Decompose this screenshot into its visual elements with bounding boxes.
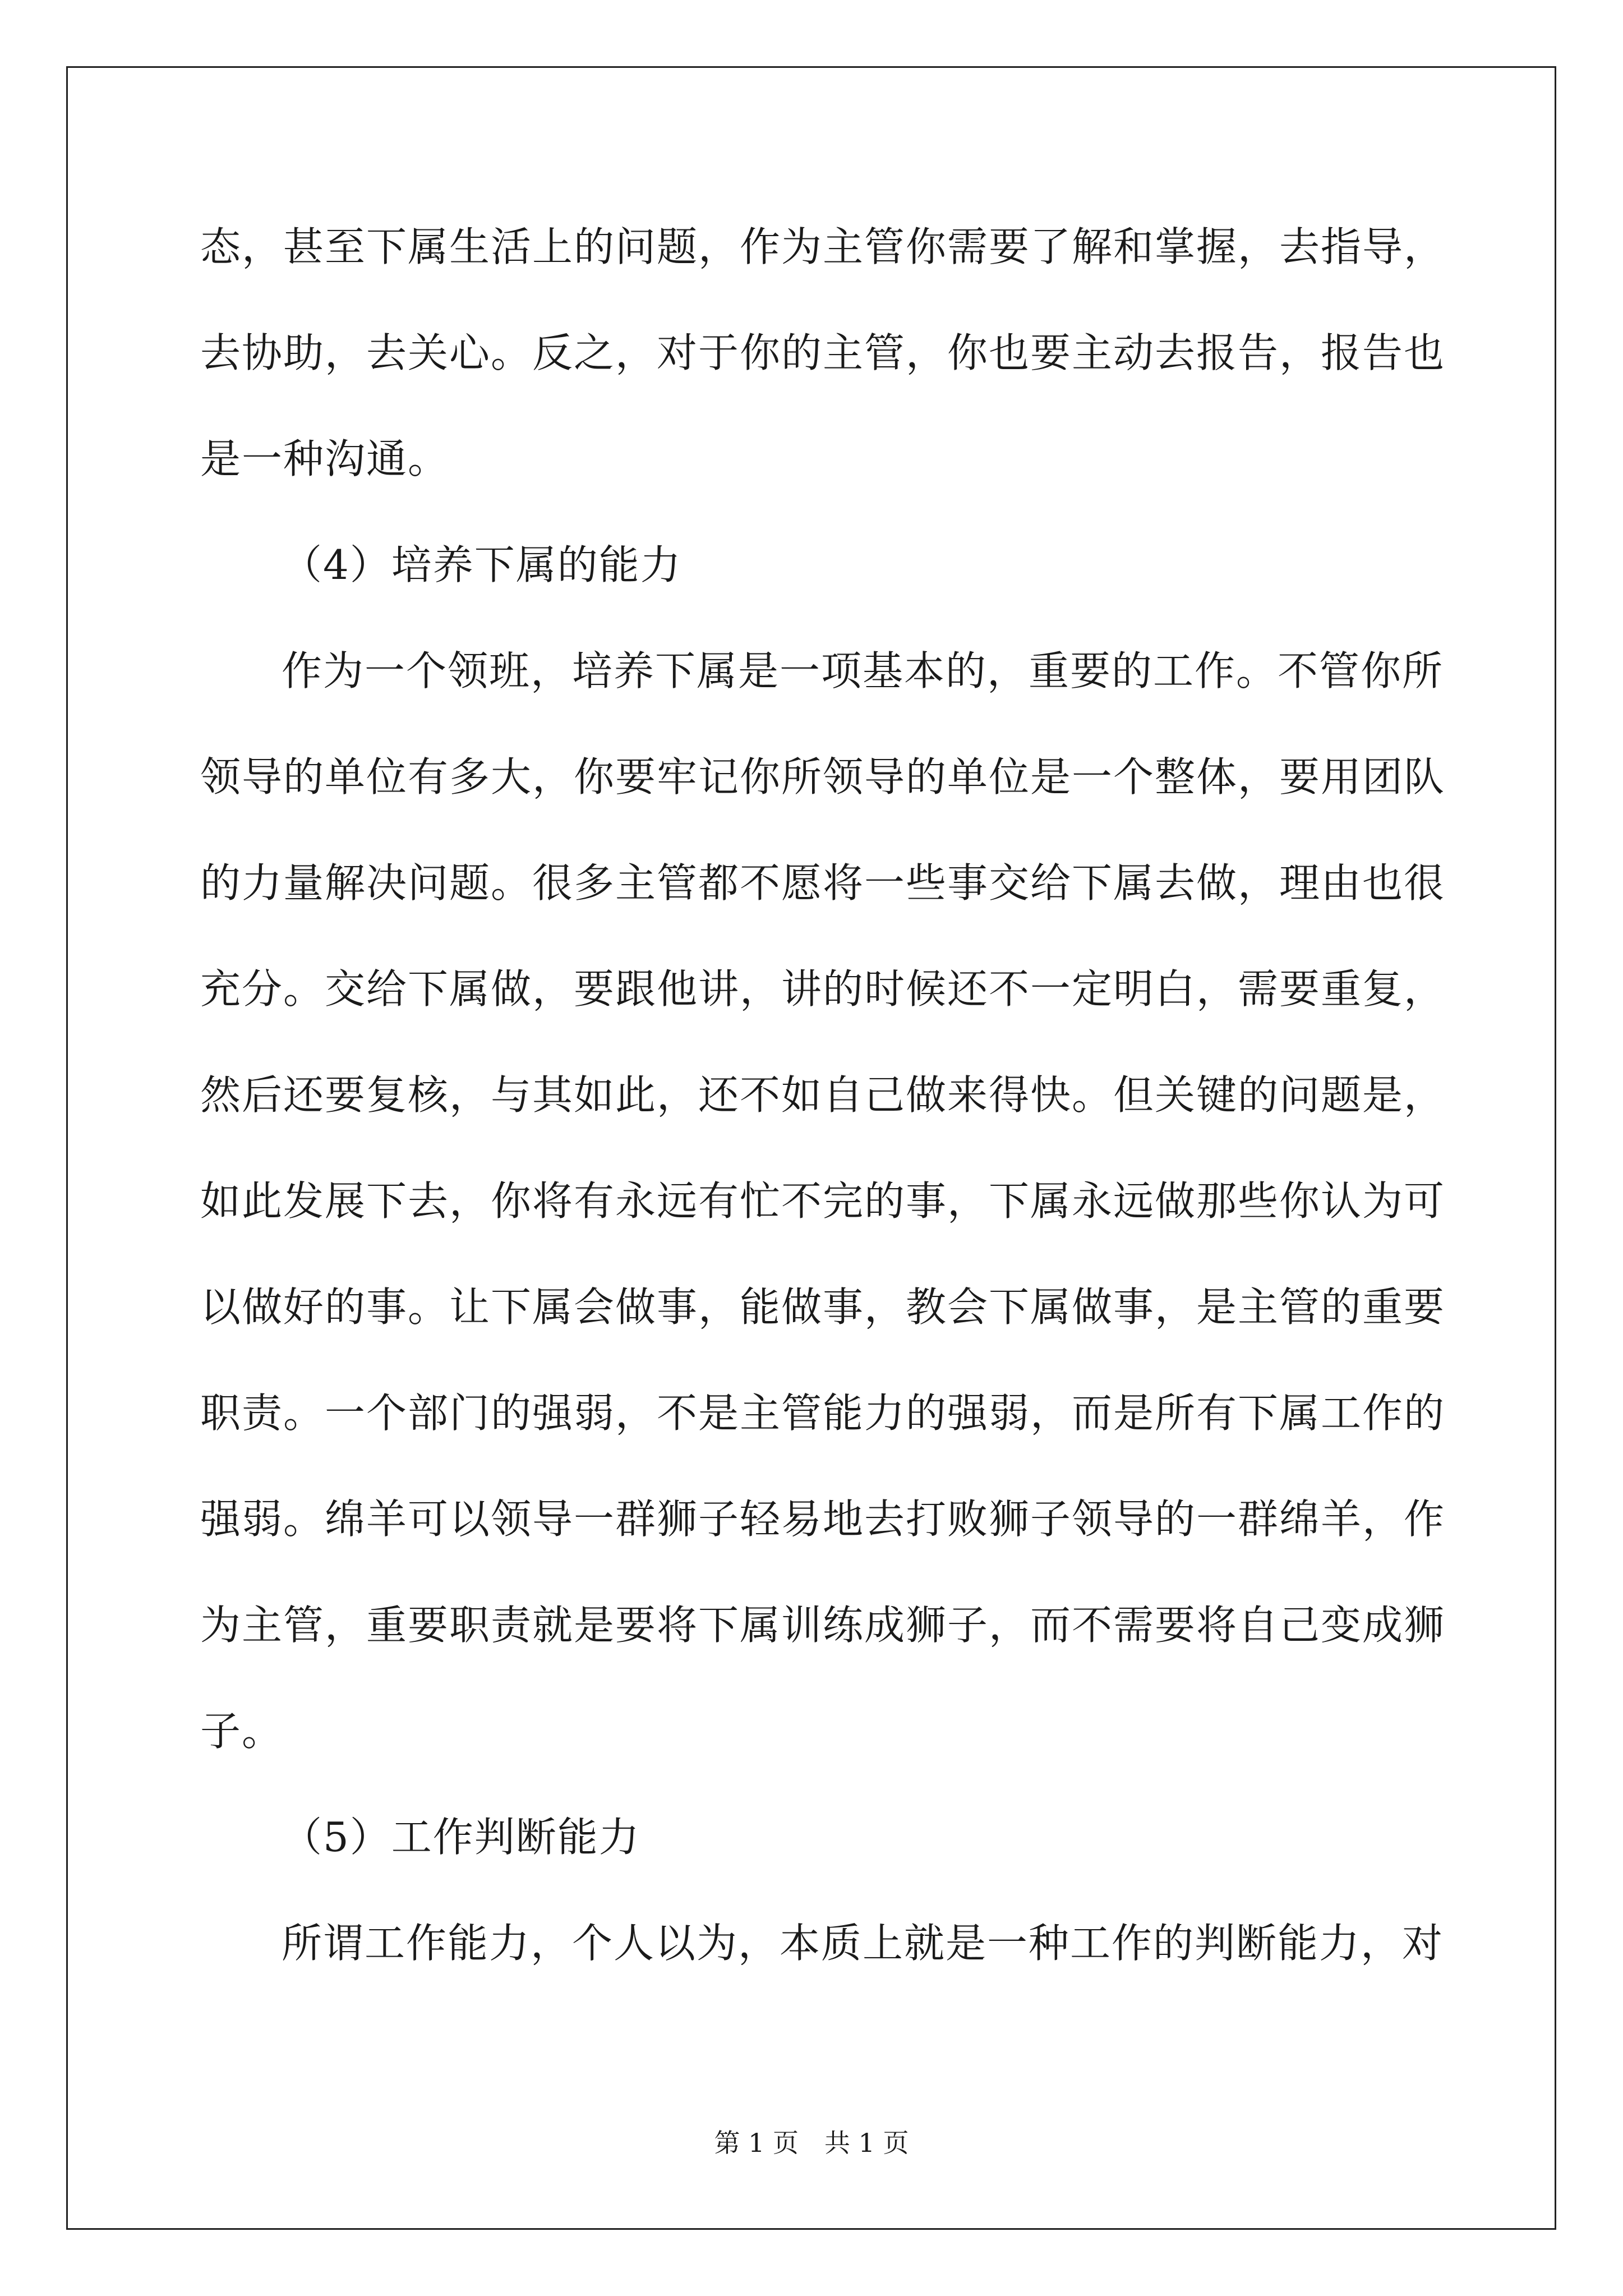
- text-line: 的力量解决问题。很多主管都不愿将一些事交给下属去做，理由也很: [200, 859, 1446, 907]
- text-line: 去协助，去关心。反之，对于你的主管，你也要主动去报告，报告也: [200, 329, 1446, 376]
- text-line: 领导的单位有多大，你要牢记你所领导的单位是一个整体，要用团队: [200, 753, 1446, 800]
- paragraph-first-line: 作为一个领班，培养下属是一项基本的，重要的工作。不管你所: [282, 647, 1444, 694]
- section-heading: （4）培养下属的能力: [282, 541, 682, 588]
- text-line: 子。: [200, 1708, 284, 1755]
- text-line: 职责。一个部门的强弱，不是主管能力的强弱，而是所有下属工作的: [200, 1389, 1446, 1437]
- text-line: 为主管，重要职责就是要将下属训练成狮子，而不需要将自己变成狮: [200, 1602, 1446, 1649]
- text-line: 然后还要复核，与其如此，还不如自己做来得快。但关键的问题是，: [200, 1071, 1446, 1119]
- page-number-footer: 第 1 页 共 1 页: [714, 2128, 909, 2158]
- paragraph-first-line: 所谓工作能力，个人以为，本质上就是一种工作的判断能力，对: [282, 1920, 1444, 1967]
- text-line: 如此发展下去，你将有永远有忙不完的事，下属永远做那些你认为可: [200, 1177, 1446, 1225]
- text-line: 态，甚至下属生活上的问题，作为主管你需要了解和掌握，去指导，: [200, 223, 1446, 270]
- text-line: 是一种沟通。: [200, 435, 450, 482]
- text-line: 以做好的事。让下属会做事，能做事，教会下属做事，是主管的重要: [200, 1283, 1446, 1331]
- section-heading: （5）工作判断能力: [282, 1814, 640, 1861]
- text-line: 充分。交给下属做，要跟他讲，讲的时候还不一定明白，需要重复，: [200, 965, 1446, 1013]
- text-line: 强弱。绵羊可以领导一群狮子轻易地去打败狮子领导的一群绵羊，作: [200, 1496, 1446, 1543]
- page-border: [66, 66, 1556, 2230]
